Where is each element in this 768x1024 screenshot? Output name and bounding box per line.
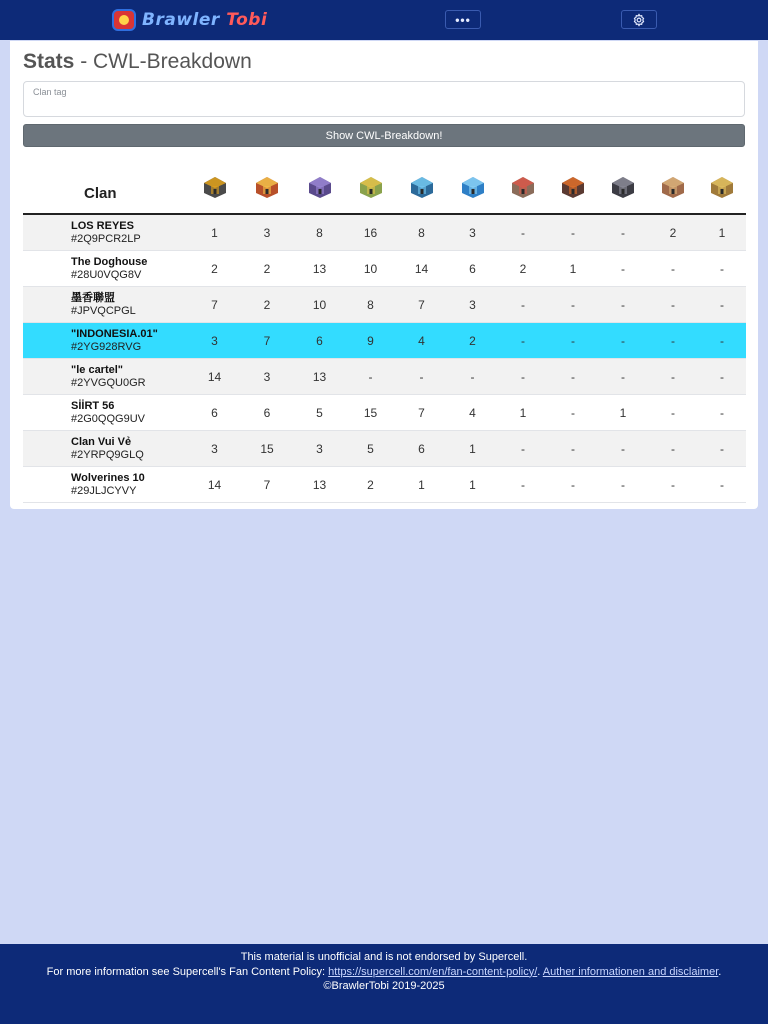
count-cell: - [548, 431, 598, 467]
count-cell: 4 [447, 395, 498, 431]
count-cell: - [498, 431, 548, 467]
count-cell: - [548, 359, 598, 395]
count-cell: 13 [294, 467, 345, 503]
brand-logo-icon [112, 9, 136, 31]
clan-tag: #28U0VQG8V [71, 268, 142, 281]
count-cell: 14 [189, 359, 240, 395]
count-cell: 3 [447, 287, 498, 323]
count-cell: 2 [648, 214, 698, 251]
brand-title-part2: Tobi [226, 10, 268, 30]
count-cell: 2 [240, 251, 294, 287]
th-col-3 [345, 161, 396, 214]
page-title-rest: - CWL-Breakdown [74, 50, 252, 73]
count-cell: 14 [189, 467, 240, 503]
count-cell: 1 [548, 251, 598, 287]
count-cell: 7 [240, 323, 294, 359]
th-col-7 [548, 161, 598, 214]
count-cell: 5 [294, 395, 345, 431]
count-cell: 2 [189, 251, 240, 287]
table-row[interactable] [23, 395, 746, 431]
count-cell: - [648, 431, 698, 467]
brand-title-part1: Brawler [142, 10, 220, 30]
count-cell: 1 [189, 214, 240, 251]
count-cell: - [498, 323, 548, 359]
count-cell: 16 [345, 214, 396, 251]
fan-content-policy-link[interactable]: https://supercell.com/en/fan-content-policy/ [328, 965, 538, 978]
th-col-5 [447, 161, 498, 214]
count-cell: - [598, 287, 648, 323]
th14-townhall-icon [357, 174, 385, 200]
clan-cell [23, 431, 189, 467]
th7-townhall-icon [708, 174, 736, 200]
count-cell: 14 [396, 251, 447, 287]
clan-name: LOS REYES [71, 219, 134, 232]
clan-tag-label: Clan tag [33, 87, 67, 97]
clan-tag: #JPVQCPGL [71, 304, 136, 317]
count-cell: 1 [447, 431, 498, 467]
page-title-strong: Stats [23, 50, 75, 73]
count-cell: 3 [240, 214, 294, 251]
count-cell: 1 [598, 395, 648, 431]
th-col-2 [294, 161, 345, 214]
settings-button[interactable] [621, 10, 657, 29]
count-cell: 10 [345, 251, 396, 287]
count-cell: - [598, 323, 648, 359]
count-cell: 9 [345, 323, 396, 359]
cwl-breakdown-table [23, 161, 746, 503]
footer [0, 944, 768, 1024]
count-cell: 2 [240, 287, 294, 323]
count-cell: 3 [294, 431, 345, 467]
clan-cell [23, 467, 189, 503]
count-cell: - [698, 431, 746, 467]
table-row[interactable] [23, 287, 746, 323]
count-cell: - [548, 214, 598, 251]
count-cell: - [498, 214, 548, 251]
count-cell: - [345, 359, 396, 395]
clan-tag: #29JLJCYVY [71, 484, 137, 497]
count-cell: 15 [345, 395, 396, 431]
count-cell: 8 [294, 214, 345, 251]
count-cell: - [648, 287, 698, 323]
table-row[interactable] [23, 323, 746, 359]
count-cell: - [648, 395, 698, 431]
clan-name: "le cartel" [71, 363, 124, 376]
count-cell: - [648, 251, 698, 287]
clan-name: The Doghouse [71, 255, 148, 268]
count-cell: - [648, 323, 698, 359]
main-card [10, 41, 758, 509]
count-cell: 1 [698, 214, 746, 251]
menu-button[interactable] [445, 10, 481, 29]
table-row[interactable] [23, 251, 746, 287]
th16-townhall-icon [253, 174, 281, 200]
count-cell: 7 [189, 287, 240, 323]
footer-separator: . [537, 965, 543, 978]
count-cell: 6 [447, 251, 498, 287]
count-cell: - [698, 395, 746, 431]
clan-tag: #2YRPQ9GLQ [71, 448, 144, 461]
th-col-0 [189, 161, 240, 214]
th12-townhall-icon [459, 174, 487, 200]
clan-name: 墨香聯盟 [71, 291, 115, 304]
count-cell: - [498, 467, 548, 503]
disclaimer-link[interactable]: Auther informationen and disclaimer [542, 965, 719, 978]
footer-copyright: ©BrawlerTobi 2019-2025 [323, 980, 445, 992]
count-cell: 8 [345, 287, 396, 323]
th-col-9 [648, 161, 698, 214]
count-cell: - [598, 467, 648, 503]
th15-townhall-icon [306, 174, 334, 200]
th-col-10 [698, 161, 746, 214]
count-cell: 13 [294, 251, 345, 287]
count-cell: - [648, 467, 698, 503]
clan-tag: #2G0QQG9UV [71, 412, 145, 425]
page-title [23, 50, 252, 74]
th-col-8 [598, 161, 648, 214]
th-col-1 [240, 161, 294, 214]
clan-cell [23, 395, 189, 431]
count-cell: - [498, 359, 548, 395]
clan-tag: #2YVGQU0GR [71, 376, 146, 389]
clan-cell [23, 323, 189, 359]
clan-cell [23, 251, 189, 287]
clan-tag-input[interactable] [32, 98, 732, 114]
th10-townhall-icon [559, 174, 587, 200]
table-row[interactable] [23, 431, 746, 467]
count-cell: 15 [240, 431, 294, 467]
clan-name: "INDONESIA.01" [71, 327, 158, 340]
count-cell: - [548, 467, 598, 503]
count-cell: 2 [345, 467, 396, 503]
count-cell: - [648, 359, 698, 395]
count-cell: 8 [396, 214, 447, 251]
th-col-6 [498, 161, 548, 214]
clan-cell [23, 359, 189, 395]
th8-townhall-icon [659, 174, 687, 200]
clan-column-header: Clan [84, 184, 117, 202]
gear-icon [632, 13, 646, 27]
count-cell: 3 [240, 359, 294, 395]
brand-title [142, 10, 267, 30]
count-cell: 10 [294, 287, 345, 323]
top-navbar [0, 0, 768, 40]
show-cwl-breakdown-button[interactable]: Show CWL-Breakdown! [23, 124, 745, 147]
table-body [23, 214, 746, 503]
count-cell: 1 [498, 395, 548, 431]
count-cell: 1 [396, 467, 447, 503]
count-cell: 3 [189, 431, 240, 467]
count-cell: 7 [240, 467, 294, 503]
more-dots-icon: ••• [455, 12, 471, 27]
count-cell: - [598, 251, 648, 287]
count-cell: - [498, 287, 548, 323]
count-cell: 4 [396, 323, 447, 359]
footer-suffix: . [718, 965, 722, 978]
count-cell: - [698, 287, 746, 323]
brand-logo-link[interactable] [112, 8, 267, 32]
count-cell: 2 [447, 323, 498, 359]
count-cell: - [548, 287, 598, 323]
clan-tag-field[interactable] [23, 81, 745, 117]
footer-policy-prefix: For more information see Supercell's Fan Content Policy: [46, 965, 329, 978]
clan-cell [23, 214, 189, 251]
count-cell: 5 [345, 431, 396, 467]
table-row[interactable] [23, 359, 746, 395]
clan-tag: #2Q9PCR2LP [71, 232, 141, 245]
count-cell: - [698, 323, 746, 359]
count-cell: - [598, 214, 648, 251]
th17-townhall-icon [201, 174, 229, 200]
th13-townhall-icon [408, 174, 436, 200]
table-row[interactable] [23, 214, 746, 251]
count-cell: 6 [294, 323, 345, 359]
table-header-row [23, 161, 746, 214]
clan-name: Wolverines 10 [71, 471, 145, 484]
table-row[interactable] [23, 467, 746, 503]
th11-townhall-icon [509, 174, 537, 200]
count-cell: - [698, 251, 746, 287]
clan-name: SİİRT 56 [71, 399, 115, 412]
count-cell: 7 [396, 287, 447, 323]
count-cell: 13 [294, 359, 345, 395]
count-cell: - [698, 359, 746, 395]
count-cell: - [548, 395, 598, 431]
clan-tag: #2YG928RVG [71, 340, 142, 353]
count-cell: - [447, 359, 498, 395]
th-col-4 [396, 161, 447, 214]
count-cell: 2 [498, 251, 548, 287]
count-cell: 3 [189, 323, 240, 359]
count-cell: - [698, 467, 746, 503]
count-cell: - [396, 359, 447, 395]
count-cell: 1 [447, 467, 498, 503]
th9-townhall-icon [609, 174, 637, 200]
footer-policy-line [0, 965, 768, 980]
count-cell: - [598, 359, 648, 395]
count-cell: 6 [396, 431, 447, 467]
clan-name: Clan Vui Vẻ [71, 435, 132, 448]
count-cell: 7 [396, 395, 447, 431]
count-cell: 3 [447, 214, 498, 251]
count-cell: 6 [240, 395, 294, 431]
footer-disclaimer: This material is unofficial and is not endorsed by Supercell. [240, 951, 528, 963]
count-cell: 6 [189, 395, 240, 431]
count-cell: - [598, 431, 648, 467]
clan-cell [23, 287, 189, 323]
count-cell: - [548, 323, 598, 359]
